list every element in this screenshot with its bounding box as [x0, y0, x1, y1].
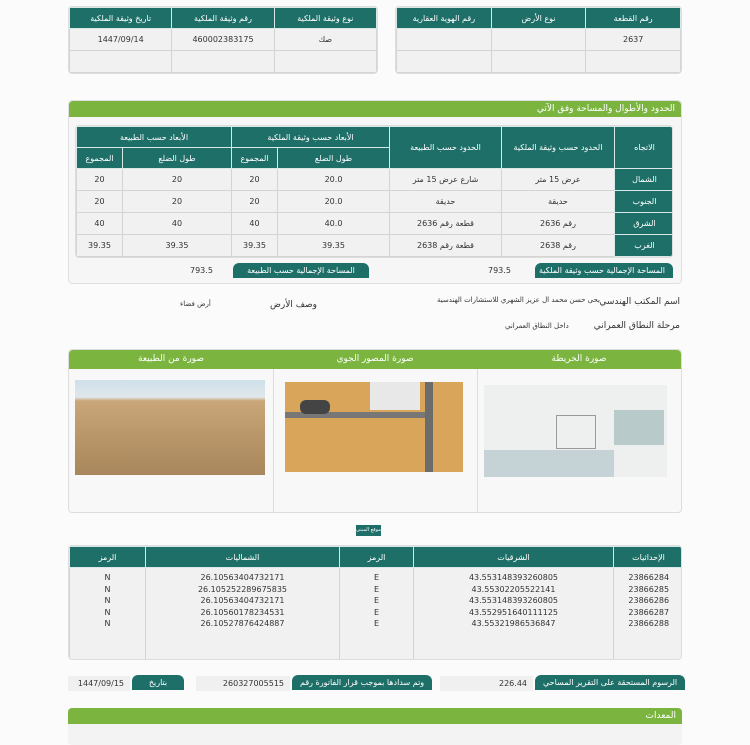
cell-deed-total: 40	[232, 213, 278, 235]
cell-deed-total: 20	[232, 169, 278, 191]
header: طول الضلع	[278, 148, 390, 169]
coord-value: 26.10527876424887	[200, 619, 285, 628]
cell-deed-len: 40.0	[278, 213, 390, 235]
deed-date: 1447/09/14	[70, 29, 172, 51]
header: الشماليات	[146, 547, 340, 568]
header: الأبعاد حسب الطبيعة	[77, 127, 232, 148]
cell-deed-len: 20.0	[278, 169, 390, 191]
bounds-title: الحدود والأطوال والمساحة وفق الآتي	[69, 101, 681, 117]
invoice-label: وتم سدادها بموجب قرار الفاتورة رقم	[292, 675, 432, 690]
cell-deed-total: 20	[232, 191, 278, 213]
coord-value: N	[104, 596, 111, 605]
cell-deed-len: 20.0	[278, 191, 390, 213]
cell-nat-len: 20	[123, 169, 232, 191]
header: الشرقيات	[414, 547, 614, 568]
header: رقم القطعة	[586, 8, 681, 29]
cell-deed-total: 39.35	[232, 235, 278, 257]
urban-value: داخل النطاق العمراني	[505, 322, 569, 330]
header: المجموع	[232, 148, 278, 169]
coord-value: 43.552951640111125	[468, 607, 559, 617]
coord-value: 23866286	[628, 596, 670, 605]
cell-nature: حديقة	[390, 191, 502, 213]
header: المجموع	[77, 148, 123, 169]
bounds-row	[77, 213, 674, 235]
header: الاتجاه	[615, 127, 674, 169]
bounds-row	[77, 169, 674, 191]
area-deed-value: 793.5	[488, 266, 511, 275]
header: الأبعاد حسب وثيقة الملكية	[232, 127, 390, 148]
coord-value: E	[373, 584, 380, 594]
land-desc-label: وصف الأرض	[270, 300, 318, 310]
coord-value: 43.55321986536847	[471, 619, 556, 628]
header: رقم وثيقة الملكية	[172, 8, 274, 29]
coordinates-table	[68, 545, 682, 660]
cell-deed: عرض 15 متر	[502, 169, 615, 191]
aerial-photo	[285, 382, 463, 472]
map-image	[484, 385, 667, 477]
cell-deed: حديقة	[502, 191, 615, 213]
coord-value: 43.55302205522141	[471, 584, 556, 594]
aerial-photo-title: صورة المصور الجوي	[336, 354, 414, 364]
nature-photo-title: صورة من الطبيعة	[138, 354, 204, 364]
cell-direction: الغرب	[615, 235, 674, 257]
cell-nature: شارع عرض 15 متر	[390, 169, 502, 191]
coord-value: 26.10560178234531	[200, 607, 285, 617]
coord-value: 23866287	[628, 607, 670, 617]
bounds-row	[77, 191, 674, 213]
site-location-button[interactable]: موقع المبنى	[356, 525, 381, 536]
cell-nat-len: 40	[123, 213, 232, 235]
map-title: صورة الخريطة	[551, 354, 607, 364]
cell-nat-total: 40	[77, 213, 123, 235]
cell-nature: قطعة رقم 2636	[390, 213, 502, 235]
plot-table	[395, 6, 682, 74]
cell-deed-len: 39.35	[278, 235, 390, 257]
deed-table	[68, 6, 378, 74]
coord-value: E	[373, 573, 380, 582]
cell-direction: الشمال	[615, 169, 674, 191]
land-desc-value: أرض فضاء	[180, 300, 211, 308]
cell-nat-total: 20	[77, 169, 123, 191]
bounds-table	[75, 125, 673, 258]
cell-direction: الجنوب	[615, 191, 674, 213]
cell-nat-total: 39.35	[77, 235, 123, 257]
payment-date: 1447/09/15	[68, 676, 130, 691]
header: نوع الأرض	[491, 8, 586, 29]
deed-type: صك	[274, 29, 376, 51]
office-label: اسم المكتب الهندسي	[599, 297, 680, 307]
header: نوع وثيقة الملكية	[274, 8, 376, 29]
coord-value: 26.10563404732171	[200, 596, 285, 605]
coord-value: N	[104, 607, 111, 617]
cell-deed: رقم 2636	[502, 213, 615, 235]
header: الرمز	[70, 547, 146, 568]
deed-number: 460002383175	[172, 29, 274, 51]
coord-value: E	[373, 596, 380, 605]
coord-value: 26.105252289675835	[197, 584, 288, 594]
header: طول الضلع	[123, 148, 232, 169]
coord-value: 26.10563404732171	[200, 573, 285, 582]
header: الرمز	[340, 547, 414, 568]
urban-label: مرحلة النطاق العمراني	[593, 321, 680, 331]
cell-nat-len: 39.35	[123, 235, 232, 257]
bounds-row	[77, 235, 674, 257]
header: الحدود حسب وثيقة الملكية	[502, 127, 615, 169]
header: رقم الهوية العقارية	[397, 8, 492, 29]
coord-value: N	[104, 584, 111, 594]
fees-value: 226.44	[440, 676, 533, 691]
plot-number: 2637	[586, 29, 681, 51]
coord-value: 23866288	[628, 619, 670, 628]
date-label: بتاريخ	[132, 675, 184, 690]
equipment-title: المعدات	[68, 708, 682, 724]
header: تاريخ وثيقة الملكية	[70, 8, 172, 29]
nature-photo	[75, 380, 265, 475]
cell-direction: الشرق	[615, 213, 674, 235]
coord-value: 43.553148393260805	[468, 573, 559, 582]
coord-value: N	[104, 573, 111, 582]
area-nature-label: المساحة الإجمالية حسب الطبيعة	[233, 263, 369, 278]
invoice-number: 260327005515	[196, 676, 290, 691]
cell-deed: رقم 2638	[502, 235, 615, 257]
fees-label: الرسوم المستحقة على التقرير المساحي	[535, 675, 685, 690]
cell-nature: قطعة رقم 2638	[390, 235, 502, 257]
cell-nat-len: 20	[123, 191, 232, 213]
coord-value: N	[104, 619, 111, 628]
header: الحدود حسب الطبيعة	[390, 127, 502, 169]
cell-nat-total: 20	[77, 191, 123, 213]
coord-value: E	[373, 607, 380, 617]
area-deed-label: المساحة الإجمالية حسب وثيقة الملكية	[535, 263, 673, 278]
header: الإحداثيات	[614, 547, 683, 568]
coord-value: 43.553148393260805	[468, 596, 559, 605]
coord-value: 23866284	[628, 573, 670, 582]
area-nature-value: 793.5	[190, 266, 213, 275]
coord-value: 23866285	[628, 584, 670, 594]
coord-value: E	[373, 619, 380, 628]
office-value: يحى حسن محمد ال عزيز الشهري للاستشارات الهندسية	[437, 296, 600, 304]
equipment-section	[68, 708, 682, 745]
